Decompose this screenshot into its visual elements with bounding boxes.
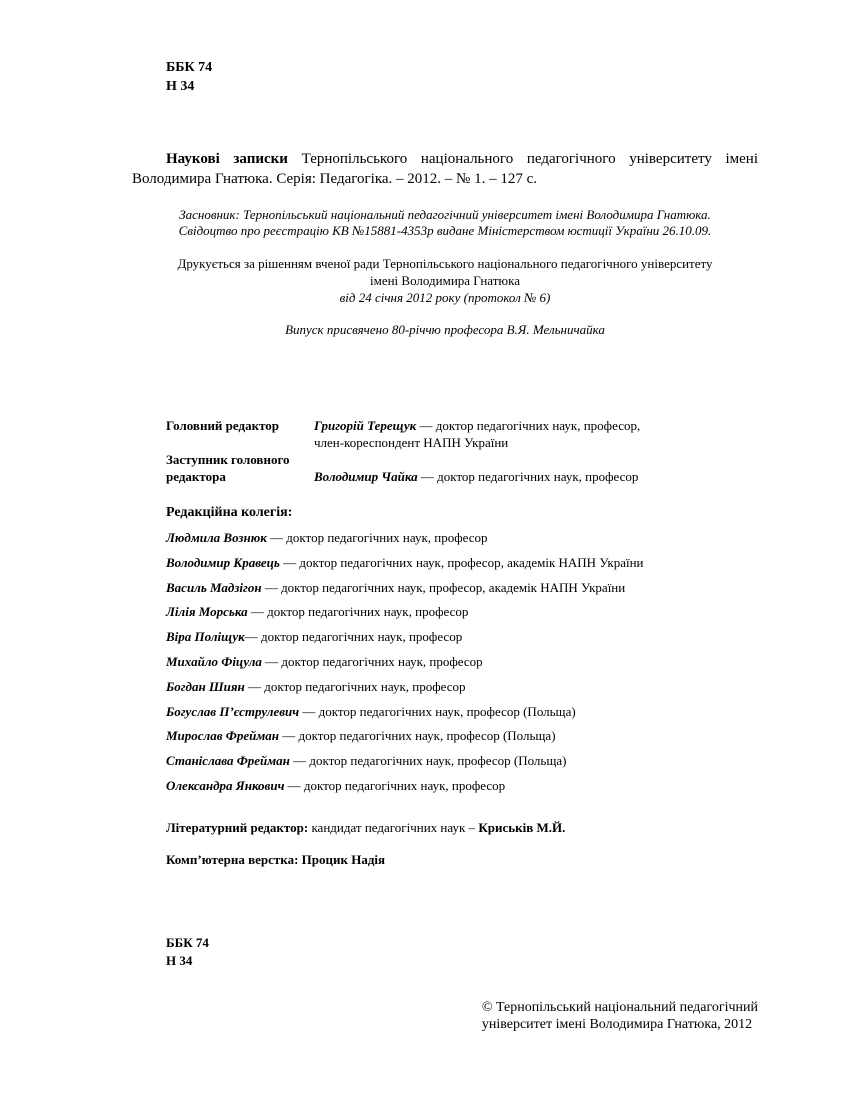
chief-editor-label: Головний редактор [166, 418, 280, 433]
chief-editor-desc: — доктор педагогічних наук, професор, [416, 418, 641, 433]
author-mark: Н 34 [166, 79, 195, 94]
board-member [166, 777, 505, 794]
member-desc: — доктор педагогічних наук, професор [244, 679, 466, 694]
member-desc: — доктор педагогічних наук, професор (Польща) [278, 728, 556, 743]
literary-editor-text: кандидат педагогічних наук – [308, 820, 479, 835]
bbk-index: ББК 74 [166, 935, 209, 950]
member-name: Лілія Морська [166, 604, 248, 619]
deputy-label-line-2: редактора [166, 469, 226, 484]
bbk-code-top [166, 58, 212, 96]
copyright-line-2: університет імені Володимира Гнатюка, 2012 [481, 1017, 753, 1032]
board-member [166, 752, 566, 769]
board-member [166, 703, 576, 720]
publication-description [132, 149, 758, 189]
deputy-editor-label [166, 451, 316, 485]
member-name: Людмила Вознюк [166, 530, 267, 545]
member-desc: — доктор педагогічних наук, професор, академік НАПН України [279, 555, 644, 570]
member-name: Василь Мадзігон [166, 580, 262, 595]
member-desc: — доктор педагогічних наук, професор [284, 778, 506, 793]
literary-editor-name: Криськів М.Й. [478, 820, 566, 835]
editors-block [166, 417, 766, 487]
board-member [166, 554, 644, 571]
copyright-notice [482, 999, 758, 1033]
publication-details: Тернопільського національного педагогічного університету імені Володимира Гнатюка. Серія: Педагогіка. – 2012. – № 1. – 127 с. [132, 151, 758, 187]
approval-line-1: Друкується за рішенням вченої ради Тернопільського національного педагогічного університету [177, 256, 713, 271]
member-name: Олександра Янкович [166, 778, 285, 793]
founder-block [132, 207, 758, 239]
publication-title: Наукові записки [166, 151, 288, 167]
member-desc: — доктор педагогічних наук, професор [266, 530, 488, 545]
member-desc: — доктор педагогічних наук, професор [247, 604, 469, 619]
literary-editor-label: Літературний редактор: [166, 820, 309, 835]
board-member [166, 628, 462, 645]
chief-editor [314, 417, 774, 451]
member-name: Віра Поліщук [166, 629, 245, 644]
board-member [166, 579, 625, 596]
member-name: Богуслав П’єструлевич [166, 704, 300, 719]
approval-line-2: імені Володимира Гнатюка [369, 273, 520, 288]
member-desc: — доктор педагогічних наук, професор (Польща) [299, 704, 576, 719]
author-mark: Н 34 [166, 953, 193, 968]
member-name: Станіслава Фрейман [166, 753, 290, 768]
approval-block [132, 255, 758, 306]
layout-editor: Комп’ютерна верстка: Процик Надія [166, 852, 386, 867]
board-member [166, 678, 466, 695]
board-heading: Редакційна колегія: [166, 505, 293, 520]
deputy-editor-name: Володимир Чайка [314, 469, 418, 484]
deputy-label-line-1: Заступник головного [166, 452, 290, 467]
bbk-index: ББК 74 [166, 60, 213, 75]
chief-editor-name: Григорій Терещук [314, 418, 417, 433]
approval-date: від 24 січня 2012 року (протокол № 6) [339, 290, 551, 305]
member-desc: — доктор педагогічних наук, професор [261, 654, 483, 669]
chief-editor-desc-2: член-кореспондент НАПН України [314, 435, 509, 450]
member-name: Мирослав Фрейман [166, 728, 279, 743]
board-member [166, 603, 468, 620]
deputy-editor [314, 468, 774, 485]
board-member [166, 727, 556, 744]
member-desc: — доктор педагогічних наук, професор, академік НАПН України [261, 580, 626, 595]
board-member [166, 653, 483, 670]
copyright-line-1: © Тернопільський національний педагогічний [481, 1000, 758, 1015]
founder-line: Засновник: Тернопільський національний педагогічний університет імені Володимира Гнатюка. [179, 207, 711, 222]
deputy-editor-desc: — доктор педагогічних наук, професор [417, 469, 639, 484]
bbk-code-bottom [166, 934, 209, 970]
member-name: Богдан Шиян [166, 679, 245, 694]
member-desc: — доктор педагогічних наук, професор (Польща) [289, 753, 567, 768]
member-desc: — доктор педагогічних наук, професор [244, 629, 463, 644]
member-name: Володимир Кравець [166, 555, 280, 570]
registration-line: Свідоцтво про реєстрацію КВ №15881-4353р видане Міністерством юстиції України 26.10.09. [178, 223, 712, 238]
board-member [166, 529, 488, 546]
literary-editor [166, 820, 565, 836]
dedication: Випуск присвячено 80-річчю професора В.Я. Мельничайка [285, 322, 605, 337]
member-name: Михайло Фіцула [166, 654, 262, 669]
